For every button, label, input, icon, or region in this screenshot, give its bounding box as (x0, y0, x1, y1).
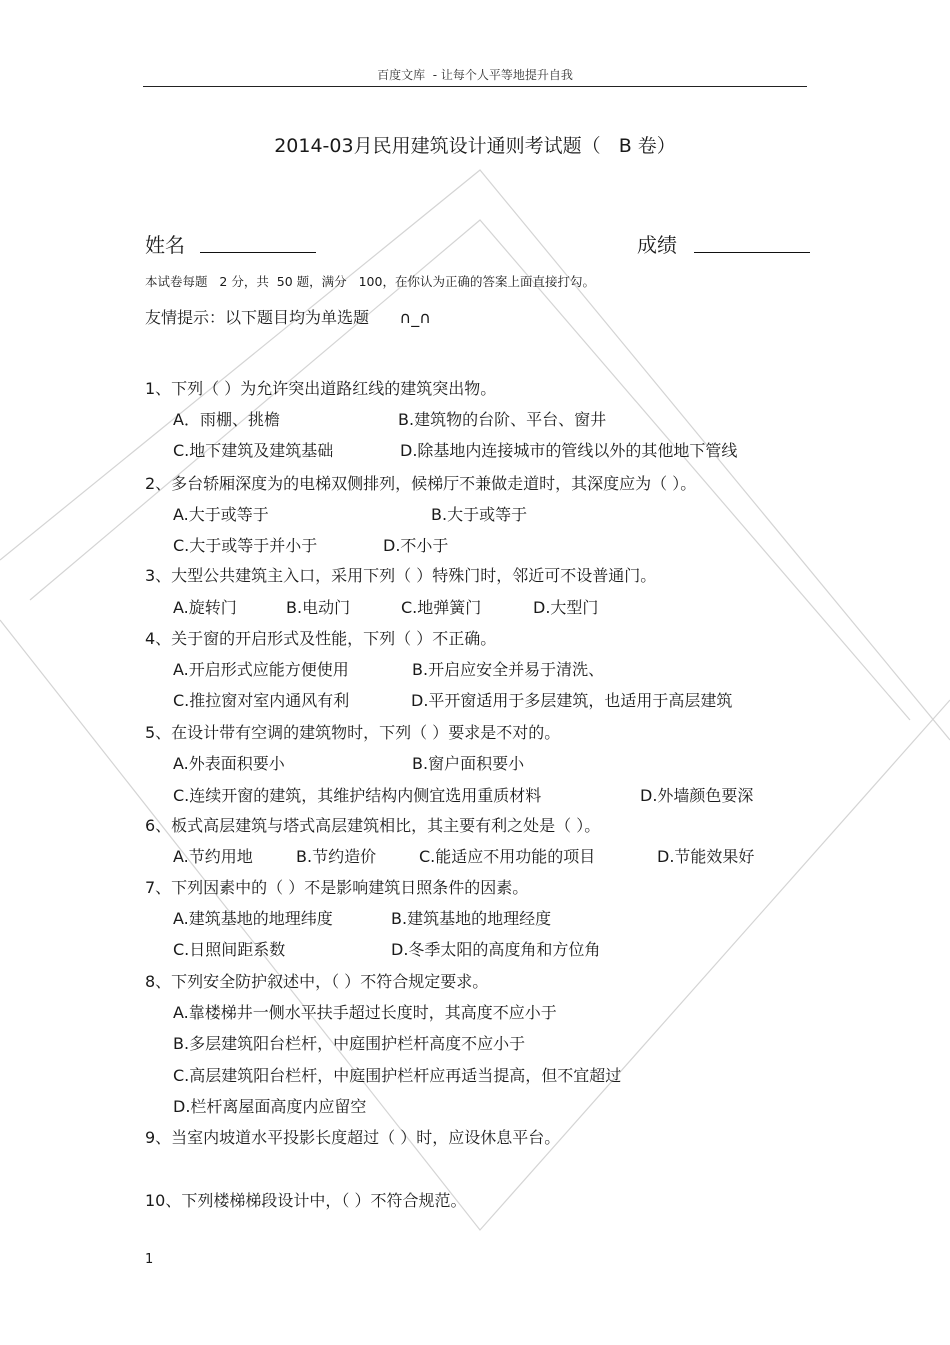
name-blank (200, 252, 316, 253)
question-7: 7、下列因素中的（ ）不是影响建筑日照条件的因素。 (145, 878, 529, 897)
option-2c: C.大于或等于并小于 (173, 536, 318, 555)
question-4: 4、关于窗的开启形式及性能，下列（ ）不正确。 (145, 629, 497, 648)
option-3d: D.大型门 (533, 598, 599, 617)
question-10: 10、下列楼梯梯段设计中，（ ）不符合规范。 (145, 1191, 467, 1210)
question-8: 8、下列安全防护叙述中，（ ）不符合规定要求。 (145, 972, 489, 991)
option-2d: D.不小于 (383, 536, 449, 555)
score-blank (694, 252, 810, 253)
option-4a: A.开启形式应能方便使用 (173, 660, 349, 679)
option-6b: B.节约造价 (296, 847, 377, 866)
name-label: 姓名 (145, 233, 185, 257)
option-4b: B.开启应安全并易于清洗、 (412, 660, 605, 679)
option-5c: C.连续开窗的建筑，其维护结构内侧宜选用重质材料 (173, 786, 542, 805)
option-3b: B.电动门 (286, 598, 351, 617)
option-7c: C.日照间距系数 (173, 940, 286, 959)
question-5: 5、在设计带有空调的建筑物时，下列（ ）要求是不对的。 (145, 723, 561, 742)
option-4c: C.推拉窗对室内通风有利 (173, 691, 350, 710)
instructions: 本试卷每题 2 分，共 50 题，满分 100，在你认为正确的答案上面直接打勾。 (145, 274, 595, 289)
option-5d: D.外墙颜色要深 (640, 786, 754, 805)
option-2b: B.大于或等于 (431, 505, 528, 524)
page-number: 1 (145, 1252, 154, 1267)
question-9: 9、当室内坡道水平投影长度超过（ ）时，应设休息平台。 (145, 1128, 561, 1147)
header-text: 百度文库 - 让每个人平等地提升自我 (377, 68, 573, 82)
option-2a: A.大于或等于 (173, 505, 269, 524)
option-3c: C.地弹簧门 (401, 598, 482, 617)
option-4d: D.平开窗适用于多层建筑，也适用于高层建筑 (411, 691, 733, 710)
question-3: 3、大型公共建筑主入口，采用下列（ ）特殊门时，邻近可不设普通门。 (145, 566, 657, 585)
option-1d: D.除基地内连接城市的管线以外的其他地下管线 (400, 441, 738, 460)
option-1a: A．雨棚、挑檐 (173, 410, 280, 429)
option-8a: A.靠楼梯井一侧水平扶手超过长度时，其高度不应小于 (173, 1003, 557, 1022)
option-1b: B.建筑物的台阶、平台、窗井 (398, 410, 607, 429)
option-6a: A.节约用地 (173, 847, 253, 866)
option-6d: D.节能效果好 (657, 847, 755, 866)
option-6c: C.能适应不用功能的项目 (419, 847, 596, 866)
option-8d: D.栏杆离屋面高度内应留空 (173, 1097, 367, 1116)
option-8b: B.多层建筑阳台栏杆，中庭围护栏杆高度不应小于 (173, 1034, 526, 1053)
option-5a: A.外表面积要小 (173, 754, 285, 773)
question-6: 6、板式高层建筑与塔式高层建筑相比，其主要有利之处是（ ）。 (145, 816, 601, 835)
score-label: 成绩 (637, 233, 677, 257)
option-3a: A.旋转门 (173, 598, 237, 617)
exam-title: 2014-03月民用建筑设计通则考试题（ B 卷） (274, 135, 676, 157)
header-divider (143, 86, 807, 87)
option-5b: B.窗户面积要小 (412, 754, 525, 773)
hint: 友情提示：以下题目均为单选题 ∩_∩ (145, 308, 431, 327)
question-2: 2、多台轿厢深度为的电梯双侧排列，候梯厅不兼做走道时，其深度应为（ ）。 (145, 474, 697, 493)
option-7d: D.冬季太阳的高度角和方位角 (391, 940, 601, 959)
option-8c: C.高层建筑阳台栏杆，中庭围护栏杆应再适当提高，但不宜超过 (173, 1066, 622, 1085)
option-7b: B.建筑基地的地理经度 (391, 909, 552, 928)
question-1: 1、下列（ ）为允许突出道路红线的建筑突出物。 (145, 379, 497, 398)
option-7a: A.建筑基地的地理纬度 (173, 909, 333, 928)
option-1c: C.地下建筑及建筑基础 (173, 441, 334, 460)
